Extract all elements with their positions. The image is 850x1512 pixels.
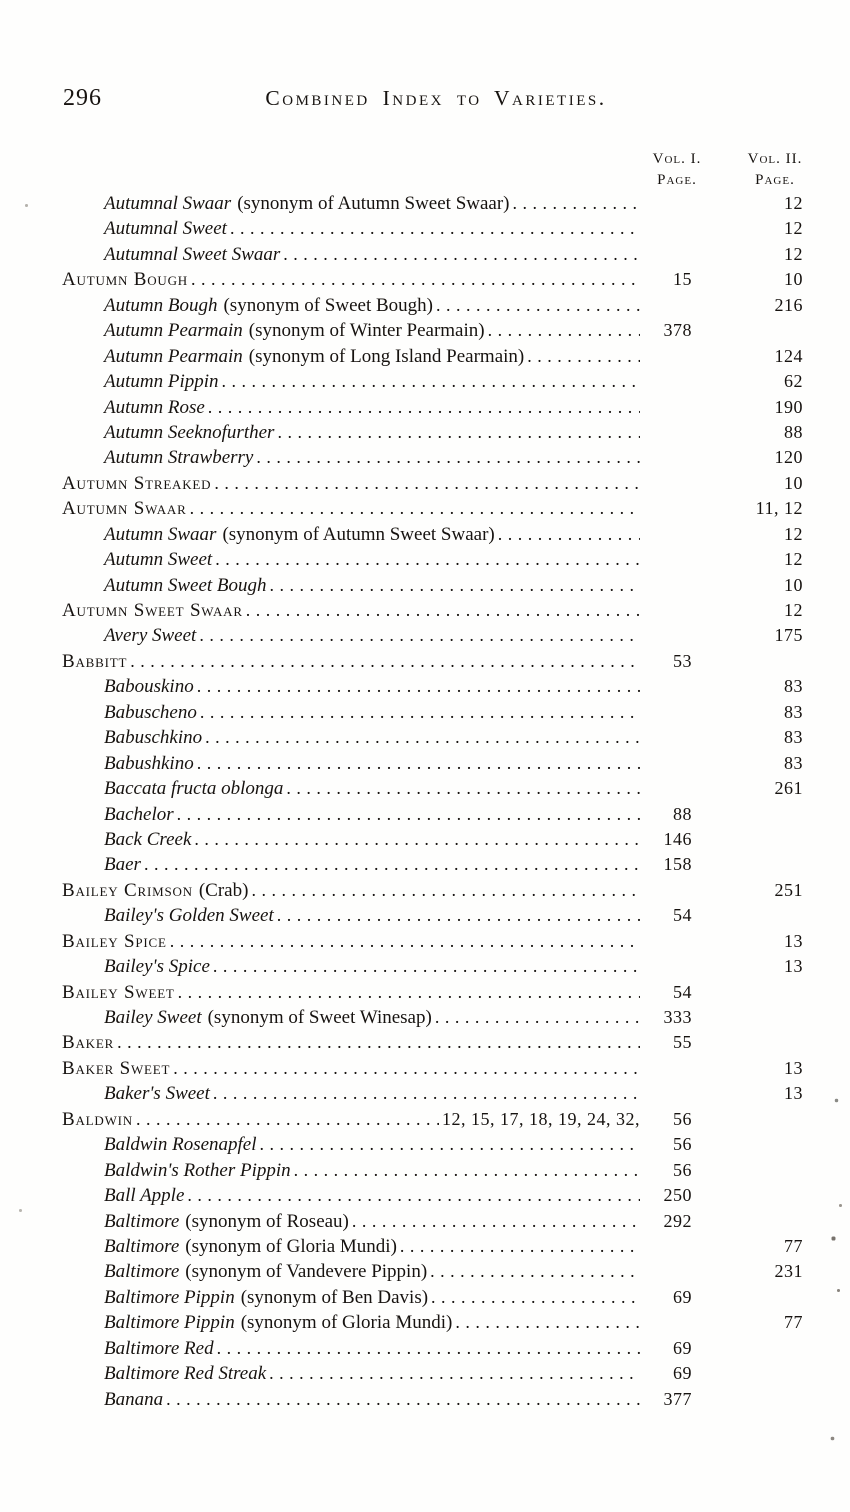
- index-row: [62, 1158, 803, 1183]
- index-row: [62, 1107, 803, 1132]
- leader-dots: [199, 623, 640, 648]
- index-row: [62, 1081, 803, 1106]
- index-row: [62, 1387, 803, 1412]
- entry-note: (synonym of Long Island Pearmain): [248, 345, 525, 367]
- leader-dots: [130, 649, 640, 674]
- vol1-page-number: 250: [663, 1185, 692, 1206]
- leader-dots: [213, 954, 640, 979]
- entry-name: Baker Sweet: [62, 1057, 171, 1079]
- vol2-page-number: 175: [774, 625, 803, 646]
- entry-name: Autumn Seeknofurther: [104, 421, 275, 443]
- leader-dots: [200, 700, 640, 725]
- entry-name: Baker: [62, 1032, 115, 1054]
- index-row: [62, 1183, 803, 1208]
- index-row: [62, 980, 803, 1005]
- vol1-page-number: 15: [673, 269, 692, 290]
- vol1-page-number: 69: [673, 1337, 692, 1358]
- entry-note: (synonym of Vandevere Pippin): [185, 1261, 428, 1283]
- leader-dots: [436, 293, 640, 318]
- index-row: [62, 344, 803, 369]
- leader-dots: [431, 1285, 640, 1310]
- vol1-page-number: 146: [663, 828, 692, 849]
- entry-name: Baldwin Rosenapfel: [104, 1134, 257, 1156]
- leader-dots: [400, 1234, 640, 1259]
- index-row: [62, 547, 803, 572]
- entry-name: Baccata fructa oblonga: [104, 778, 284, 800]
- leader-dots: [286, 776, 640, 801]
- leader-dots: [283, 242, 640, 267]
- entry-name: Babuscheno: [104, 701, 197, 723]
- vol1-page-number: 55: [673, 1032, 692, 1053]
- index-row: [62, 445, 803, 470]
- entry-name: Banana: [104, 1388, 164, 1410]
- entry-name: Bailey Spice: [62, 930, 167, 952]
- index-row: [62, 1005, 803, 1030]
- leader-dots: [488, 318, 640, 343]
- index-row: [62, 1310, 803, 1335]
- leader-dots: [256, 445, 640, 470]
- leader-dots: [136, 1107, 439, 1132]
- leader-dots: [270, 573, 640, 598]
- entry-note: (synonym of Sweet Bough): [223, 294, 433, 316]
- vol1-page-number: 56: [673, 1134, 692, 1155]
- vol2-page-number: 12: [784, 193, 803, 213]
- entry-note: (Crab): [198, 879, 249, 901]
- column-header-vol2-label: Vol. II.: [747, 151, 803, 167]
- entry-name: Autumn Sweet Bough: [104, 574, 267, 596]
- column-header-vol1-label: Vol. I.: [652, 151, 702, 167]
- leader-dots: [260, 1132, 640, 1157]
- vol1-page-number: 54: [673, 905, 692, 926]
- entry-name: Autumn Pearmain: [104, 345, 243, 367]
- entry-name: Autumn Sweet Swaar: [62, 600, 243, 621]
- page-title: Combined Index to Varieties.: [265, 86, 607, 110]
- entry-name: Bailey Crimson: [62, 879, 193, 901]
- column-header-vol1-page: Page.: [657, 172, 697, 188]
- entry-name: Autumn Bough: [104, 294, 218, 316]
- entry-name: Autumn Rose: [104, 396, 205, 418]
- vol1-page-number: 158: [663, 854, 692, 875]
- entry-name: Baer: [104, 854, 141, 876]
- vol1-page-number: 292: [663, 1210, 692, 1231]
- index-list: [62, 191, 803, 1412]
- index-row: [62, 318, 803, 343]
- entry-name: Baltimore: [104, 1261, 180, 1283]
- index-row: [62, 598, 803, 623]
- leader-dots: [194, 827, 640, 852]
- vol2-page-number: 12: [784, 523, 803, 544]
- leader-dots: [213, 1081, 640, 1106]
- leader-dots: [177, 802, 640, 827]
- entry-name: Baldwin: [62, 1108, 133, 1130]
- vol2-page-number: 11, 12: [755, 498, 803, 519]
- leader-dots: [230, 216, 640, 241]
- entry-name: Bailey's Spice: [104, 956, 210, 978]
- leader-dots: [117, 1030, 640, 1055]
- vol1-page-number: 53: [673, 650, 692, 671]
- vol1-page-number: 56: [673, 1108, 692, 1129]
- entry-name: Autumn Bough: [62, 269, 188, 291]
- leader-dots: [246, 598, 640, 623]
- entry-name: Babushkino: [104, 752, 194, 774]
- entry-name: Babbitt: [62, 650, 128, 672]
- index-row: [62, 674, 803, 699]
- vol2-page-number: 62: [784, 371, 803, 392]
- vol2-page-number: 83: [784, 752, 803, 773]
- vol2-page-number: 13: [784, 956, 803, 977]
- entry-name: Bailey Sweet: [62, 981, 175, 1003]
- leader-dots: [527, 344, 640, 369]
- entry-name: Baker's Sweet: [104, 1083, 210, 1105]
- index-row: [62, 776, 803, 801]
- entry-name: Baldwin's Rother Pippin: [104, 1159, 291, 1181]
- index-row: [62, 1056, 803, 1081]
- vol2-page-number: 12: [784, 600, 803, 620]
- index-row: [62, 1209, 803, 1234]
- leader-dots: [217, 1336, 640, 1361]
- vol2-page-number: 83: [784, 727, 803, 748]
- leader-dots: [222, 369, 640, 394]
- leader-dots: [197, 674, 640, 699]
- leader-dots: [166, 1387, 640, 1412]
- entry-note: (synonym of Autumn Sweet Swaar): [237, 193, 510, 214]
- entry-note: (synonym of Autumn Sweet Swaar): [222, 523, 495, 545]
- index-row: [62, 725, 803, 750]
- vol2-page-number: 216: [774, 294, 803, 315]
- entry-name: Avery Sweet: [104, 625, 197, 647]
- leader-dots: [430, 1259, 640, 1284]
- index-row: [62, 395, 803, 420]
- entry-name: Baltimore: [104, 1235, 180, 1257]
- index-row: [62, 1030, 803, 1055]
- entry-name: Babuschkino: [104, 727, 203, 749]
- vol2-page-number: 13: [784, 1083, 803, 1104]
- index-row: [62, 216, 803, 241]
- entry-name: Autumn Swaar: [62, 498, 187, 520]
- vol1-page-number: 54: [673, 981, 692, 1002]
- vol2-page-number: 83: [784, 676, 803, 697]
- entry-name: Autumn Strawberry: [104, 447, 254, 469]
- index-row: [62, 496, 803, 521]
- index-row: [62, 267, 803, 292]
- leader-dots: [205, 725, 640, 750]
- entry-name: Baltimore Red Streak: [104, 1363, 267, 1385]
- vol1-page-number: 88: [673, 803, 692, 824]
- vol2-page-number: 12: [784, 218, 803, 239]
- vol2-page-number: 10: [784, 574, 803, 595]
- leader-dots: [187, 1183, 640, 1208]
- entry-name: Autumn Pippin: [104, 371, 219, 393]
- entry-name: Baltimore Pippin: [104, 1286, 235, 1308]
- entry-name: Autumn Pearmain: [104, 320, 243, 342]
- vol2-page-number: 190: [774, 396, 803, 417]
- entry-name: Autumn Swaar: [104, 523, 217, 545]
- vol2-page-number: 124: [774, 345, 803, 366]
- leader-dots: [277, 903, 640, 928]
- vol2-page-number: 88: [784, 421, 803, 442]
- entry-note: (synonym of Ben Davis): [240, 1286, 429, 1308]
- index-row: [62, 929, 803, 954]
- vol2-page-number: 231: [774, 1261, 803, 1282]
- index-row: [62, 471, 803, 496]
- vol2-page-number: 13: [784, 1057, 803, 1078]
- entry-note: (synonym of Sweet Winesap): [207, 1007, 432, 1028]
- index-row: [62, 954, 803, 979]
- entry-note: (synonym of Gloria Mundi): [185, 1235, 397, 1257]
- entry-name: Bachelor: [104, 803, 174, 825]
- entry-name: Autumnal Swaar: [104, 193, 232, 214]
- leader-dots: [294, 1158, 640, 1183]
- leader-dots: [208, 395, 640, 420]
- scan-speck-marks: [0, 0, 1, 1]
- vol2-page-number: 251: [774, 879, 803, 900]
- entry-note: (synonym of Winter Pearmain): [248, 320, 485, 342]
- entry-name: Back Creek: [104, 828, 192, 850]
- vol1-page-number: 56: [673, 1159, 692, 1180]
- entry-name: Autumnal Sweet: [104, 218, 227, 240]
- vol2-page-number: 13: [784, 930, 803, 951]
- entry-name: Babouskino: [104, 676, 194, 698]
- vol1-page-number: 69: [673, 1363, 692, 1384]
- entry-name: Bailey's Golden Sweet: [104, 905, 274, 927]
- entry-extra-pages: 12, 15, 17, 18, 19, 24, 32,: [442, 1108, 640, 1129]
- vol2-page-number: 261: [774, 778, 803, 799]
- leader-dots: [352, 1209, 640, 1234]
- vol1-page-number: 333: [663, 1007, 692, 1027]
- entry-note: (synonym of Gloria Mundi): [240, 1312, 453, 1334]
- vol2-page-number: 77: [784, 1312, 803, 1333]
- index-row: [62, 878, 803, 903]
- vol2-page-number: 120: [774, 447, 803, 468]
- index-row: [62, 1259, 803, 1284]
- leader-dots: [215, 547, 640, 572]
- leader-dots: [197, 751, 640, 776]
- leader-dots: [178, 980, 640, 1005]
- index-row: [62, 623, 803, 648]
- index-row: [62, 852, 803, 877]
- entry-name: Bailey Sweet: [104, 1007, 202, 1028]
- entry-name: Baltimore Pippin: [104, 1312, 235, 1334]
- leader-dots: [173, 1056, 640, 1081]
- leader-dots: [191, 267, 640, 292]
- column-header-vol1: [629, 149, 725, 191]
- vol1-page-number: 69: [673, 1286, 692, 1307]
- entry-note: (synonym of Roseau): [185, 1210, 349, 1232]
- index-row: [62, 1285, 803, 1310]
- index-row: [62, 903, 803, 928]
- index-row: [62, 827, 803, 852]
- index-row: [62, 751, 803, 776]
- index-row: [62, 649, 803, 674]
- entry-name: Autumn Sweet: [104, 549, 213, 571]
- leader-dots: [269, 1361, 640, 1386]
- index-row: [62, 293, 803, 318]
- leader-dots: [144, 852, 640, 877]
- vol2-page-number: 83: [784, 701, 803, 722]
- leader-dots: [455, 1310, 640, 1335]
- entry-name: Ball Apple: [104, 1185, 185, 1207]
- leader-dots: [277, 420, 640, 445]
- index-row: [62, 1361, 803, 1386]
- column-header-vol2-page: Page.: [755, 172, 795, 188]
- index-row: [62, 522, 803, 547]
- vol2-page-number: 12: [784, 549, 803, 570]
- index-row: [62, 802, 803, 827]
- entry-name: Autumnal Sweet Swaar: [104, 243, 281, 265]
- leader-dots: [251, 878, 640, 903]
- leader-dots: [498, 522, 640, 547]
- index-row: [62, 1234, 803, 1259]
- leader-dots: [513, 191, 640, 216]
- leader-dots: [214, 471, 640, 496]
- vol1-page-number: 378: [663, 320, 692, 341]
- leader-dots: [170, 929, 640, 954]
- vol1-page-number: 377: [663, 1388, 692, 1409]
- vol2-page-number: 10: [784, 269, 803, 290]
- index-row: [62, 191, 803, 216]
- entry-name: Autumn Streaked: [62, 472, 212, 494]
- index-row: [62, 573, 803, 598]
- index-row: [62, 242, 803, 267]
- index-row: [62, 1132, 803, 1157]
- leader-dots: [190, 496, 640, 521]
- column-header-vol2: [727, 149, 823, 191]
- vol2-page-number: 12: [784, 243, 803, 264]
- index-row: [62, 369, 803, 394]
- index-row: [62, 700, 803, 725]
- page-number: 296: [63, 85, 102, 111]
- vol2-page-number: 77: [784, 1235, 803, 1256]
- entry-name: Baltimore Red: [104, 1337, 214, 1359]
- leader-dots: [435, 1005, 640, 1030]
- index-row: [62, 1336, 803, 1361]
- entry-name: Baltimore: [104, 1210, 180, 1232]
- index-row: [62, 420, 803, 445]
- vol2-page-number: 10: [784, 472, 803, 493]
